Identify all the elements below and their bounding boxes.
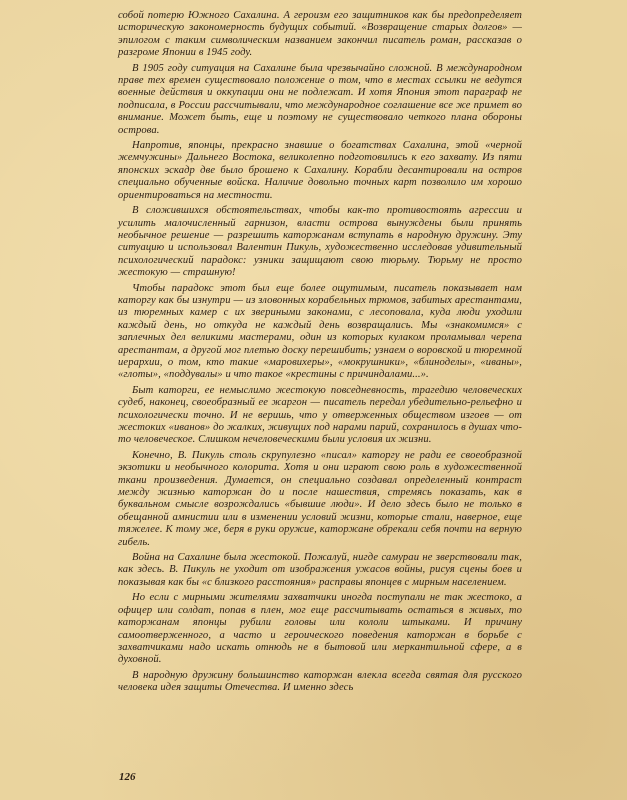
paragraph-9: Но если с мирными жителями захватчики иногда поступали не так жестоко, а офицер или солдат, попав в плен, мог еще рассчитывать остаться в живых, то каторжанам японцы рубили головы или кололи штыками. И причину самоотверженного, а часто и героического поведения каторжан в борьбе с захватчиками надо искать отнюдь не в бытовой или меркантильной сфере, а в духовной. <box>118 592 522 666</box>
body-text <box>118 10 522 698</box>
paragraph-1: собой потерю Южного Сахалина. А героизм его защитников как бы предопределяет историческую закономерность будущих событий. «Возвращение старых долгов» — эпилогом с таким символическим названием закончил писатель роман, рассказав о разгроме Японии в 1945 году. <box>118 10 522 59</box>
paragraph-3: Напротив, японцы, прекрасно знавшие о богатствах Сахалина, этой «черной жемчужины» Дальнего Востока, великолепно подготовились к его захвату. Из пяти японских эскадр две было брошено к Сахалину. Корабли десантировали на остров специально обученные войска. Наличие довольно точных карт позволило им хорошо ориентироваться на местности. <box>118 140 522 201</box>
paragraph-4: В сложившихся обстоятельствах, чтобы как-то противостоять агрессии и усилить малочисленный гарнизон, власти острова вынуждены были принять необычное решение — разрешить каторжанам вступать в народную дружину. Эту ситуацию и использовал Валентин Пикуль, художественно исследовав удивительный психологический парадокс: узники защищают свою тюрьму. Тюрьму не просто жестокую — страшную! <box>118 205 522 279</box>
paragraph-10: В народную дружину большинство каторжан влекла всегда святая для русского человека идея защиты Отечества. И именно здесь <box>118 669 522 694</box>
paragraph-6: Быт каторги, ее немыслимо жестокую повседневность, трагедию человеческих судеб, наконец, своеобразный ее жаргон — писатель передал убедительно-рельефно и психологически точно. И не веришь, что у отверженных обществом изгоев — от жестоких «иванов» до жалких, живущих под нарами парий, сохранилось в душах что-то человеческое. Слишком нечеловеческими были условия их жизни. <box>118 384 522 446</box>
paragraph-2: В 1905 году ситуация на Сахалине была чрезвычайно сложной. В международном праве тех времен существовало положение о том, что в местах ссылки не ведутся военные действия и оккупации они не подлежат. И хотя Япония этот параграф не подписала, в России рассчитывали, что международное соглашение все же примет во внимание. Может быть, еще и поэтому не существовало четкого плана обороны острова. <box>118 62 522 136</box>
page-number: 126 <box>119 771 136 783</box>
paragraph-8: Война на Сахалине была жестокой. Пожалуй, нигде самураи не зверствовали так, как здесь. В. Пикуль не уходит от изображения ужасов войны, рисуя сцены боев и показывая как бы «с близкого расстояния» расправы японцев с мирным населением. <box>118 552 522 588</box>
paragraph-5: Чтобы парадокс этот был еще более ощутимым, писатель показывает нам каторгу как бы изнутри — из зловонных корабельных трюмов, забитых арестантами, из тюремных камер с их звериными законами, с лесоповала, куда люди уходили каждый день, но откуда не каждый день возвращались. Мы «знакомимся» с заплечных дел великими мастерами, один из которых кулаком проламывал черепа арестантам, а другой мог плетью доску перешибить; узнаем о воровской и тюремной иерархии, о том, кто такие «маровихеры», «мокрушники», «блиноделы», «иваны», «глоты», «поддувалы» и что такое «крестины с причиндалами...». <box>118 282 522 381</box>
paragraph-7: Конечно, В. Пикуль столь скрупулезно «писал» каторгу не ради ее своеобразной экзотики и необычного колорита. Хотя и они играют свою роль в художественной ткани произведения. Думается, он специально создавал определенный контраст между жизнью каторжан до и после нашествия, стремясь показать, как в буквальном смысле возрождались «бывшие люди». И дело здесь было не только в обещанной амнистии или в изменении условий жизни, которые стали, наверное, еще тяжелее. К тому же, беря в руки оружие, каторжане обрекали себя почти на верную гибель. <box>118 449 522 548</box>
